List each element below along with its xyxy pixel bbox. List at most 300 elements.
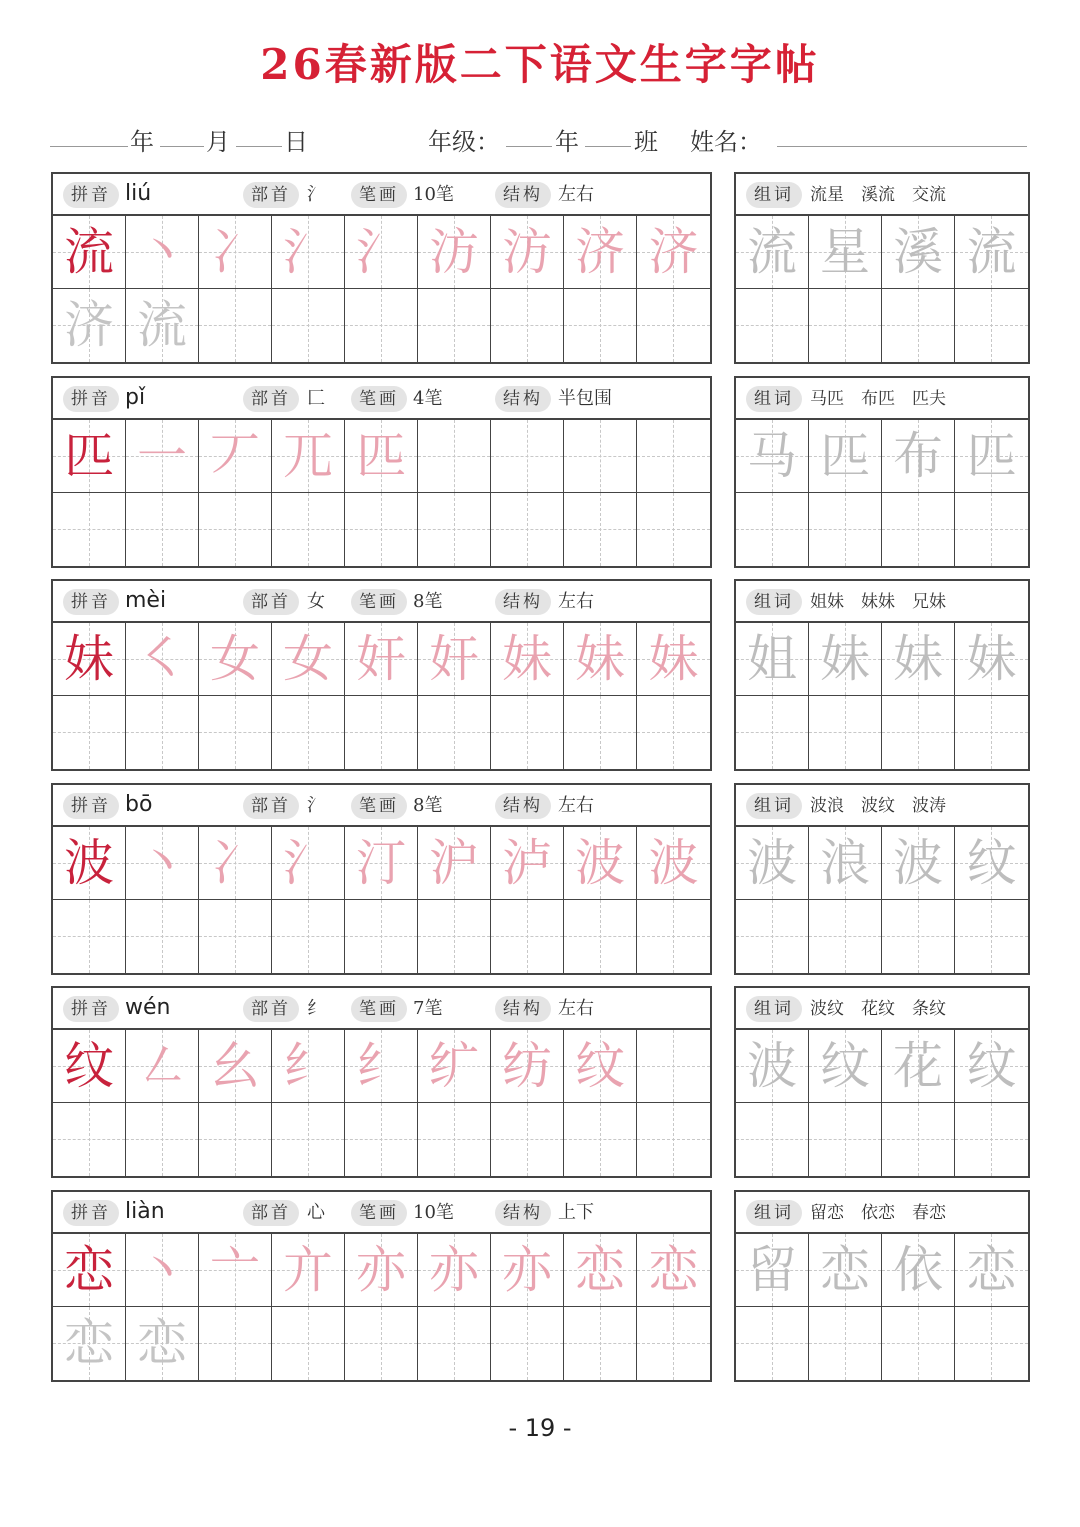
trace-character: [418, 696, 490, 769]
model-character: 恋: [64, 1241, 114, 1299]
trace-character: [345, 493, 417, 566]
strokes-tag: 笔画: [351, 386, 407, 412]
trace-character: [564, 1307, 636, 1380]
practice-cell[interactable]: [491, 1234, 564, 1307]
practice-cell[interactable]: [126, 827, 199, 900]
practice-cell[interactable]: [272, 289, 345, 362]
practice-cell[interactable]: [126, 1307, 199, 1380]
practice-cell[interactable]: [564, 289, 637, 362]
word-cell[interactable]: [882, 696, 955, 769]
practice-cell[interactable]: [345, 827, 418, 900]
word-cell[interactable]: [955, 289, 1028, 362]
practice-cell[interactable]: [418, 623, 491, 696]
practice-cell[interactable]: [126, 1234, 199, 1307]
word-trace-character: 纹: [820, 1037, 870, 1095]
trace-character: [199, 900, 271, 973]
trace-character: [272, 1307, 344, 1380]
practice-cell[interactable]: [564, 623, 637, 696]
stroke-order-step: [491, 420, 563, 492]
structure-value: 半包围: [558, 388, 612, 409]
word-cell[interactable]: [736, 623, 809, 696]
practice-cell[interactable]: [199, 827, 272, 900]
pinyin-tag: 拼音: [63, 1200, 119, 1226]
word-cell[interactable]: [882, 1030, 955, 1103]
practice-cell[interactable]: [126, 289, 199, 362]
strokes-value: 8笔: [413, 591, 443, 612]
practice-cell[interactable]: [564, 900, 637, 973]
trace-character: [418, 493, 490, 566]
trace-character: [126, 696, 198, 769]
practice-cell[interactable]: [637, 900, 710, 973]
practice-cell[interactable]: [53, 1030, 126, 1103]
practice-cell[interactable]: [199, 1103, 272, 1176]
stroke-order-step: 氵: [356, 223, 406, 281]
practice-cell[interactable]: [126, 216, 199, 289]
structure-value: 上下: [558, 1202, 594, 1223]
grade-year-blank[interactable]: [506, 146, 552, 147]
word-info-bar: [736, 988, 1028, 1030]
stroke-order-step: 沪: [429, 834, 479, 892]
word-cell[interactable]: [955, 1030, 1028, 1103]
trace-character: [53, 900, 125, 973]
practice-cell[interactable]: [345, 623, 418, 696]
practice-cell[interactable]: [53, 827, 126, 900]
stroke-order-step: 亦: [429, 1241, 479, 1299]
practice-cell[interactable]: [491, 696, 564, 769]
practice-cell[interactable]: [564, 1307, 637, 1380]
pinyin-value: pǐ: [125, 385, 146, 410]
stroke-order-step: 恋: [575, 1241, 625, 1299]
practice-cell[interactable]: [418, 216, 491, 289]
word-cell[interactable]: [955, 696, 1028, 769]
word-trace-character: 依: [893, 1241, 943, 1299]
practice-cell[interactable]: [418, 493, 491, 566]
practice-cell[interactable]: [272, 900, 345, 973]
practice-cell[interactable]: [637, 1030, 710, 1103]
guide-horizontal: [955, 1139, 1028, 1140]
practice-cell[interactable]: [564, 420, 637, 493]
practice-cell[interactable]: [345, 216, 418, 289]
year-blank[interactable]: [50, 146, 128, 147]
words-value: 马匹 布匹 匹夫: [810, 389, 946, 409]
practice-cell[interactable]: [53, 1234, 126, 1307]
strokes-tag: 笔画: [351, 182, 407, 208]
practice-cell[interactable]: [491, 420, 564, 493]
trace-character: [126, 900, 198, 973]
pinyin-value: bō: [125, 792, 153, 817]
practice-cell[interactable]: [53, 420, 126, 493]
practice-cell[interactable]: [126, 696, 199, 769]
guide-horizontal: [882, 1343, 954, 1344]
guide-horizontal: [809, 325, 881, 326]
strokes-value: 8笔: [413, 795, 443, 816]
word-card-5: [734, 1190, 1030, 1382]
words-tag: 组词: [746, 589, 802, 615]
practice-cell[interactable]: [418, 1103, 491, 1176]
practice-cell[interactable]: [418, 1234, 491, 1307]
stroke-order-step: 冫: [210, 834, 260, 892]
word-cell[interactable]: [882, 827, 955, 900]
radical-tag: 部首: [243, 996, 299, 1022]
word-card-0: [734, 172, 1030, 364]
practice-cell[interactable]: [53, 623, 126, 696]
trace-character: [53, 493, 125, 566]
trace-character: 济: [64, 296, 114, 354]
char-info-bar: [53, 378, 710, 420]
word-cell[interactable]: [809, 493, 882, 566]
name-blank[interactable]: [777, 146, 1027, 147]
word-info-bar: [736, 1192, 1028, 1234]
word-trace-character: 匹: [820, 427, 870, 485]
practice-cell[interactable]: [345, 493, 418, 566]
practice-cell[interactable]: [199, 1030, 272, 1103]
word-cell[interactable]: [809, 1307, 882, 1380]
words-value: 流星 溪流 交流: [810, 185, 946, 205]
word-card-3: [734, 783, 1030, 975]
word-cell[interactable]: [736, 696, 809, 769]
word-cell[interactable]: [736, 289, 809, 362]
trace-character: [126, 493, 198, 566]
practice-cell[interactable]: [272, 420, 345, 493]
radical-value: 氵: [307, 795, 325, 816]
trace-character: [199, 1103, 271, 1176]
word-cell[interactable]: [882, 289, 955, 362]
words-value: 波浪 波纹 波涛: [810, 796, 946, 816]
pinyin-tag: 拼音: [63, 386, 119, 412]
char-card-1: [51, 376, 712, 568]
practice-cell[interactable]: [418, 420, 491, 493]
stroke-order-step: 济: [575, 223, 625, 281]
trace-character: [199, 696, 271, 769]
pinyin-tag: 拼音: [63, 182, 119, 208]
practice-cell[interactable]: [199, 1234, 272, 1307]
stroke-order-step: 波: [575, 834, 625, 892]
practice-cell[interactable]: [199, 1307, 272, 1380]
word-cell[interactable]: [955, 1234, 1028, 1307]
char-info-bar: [53, 988, 710, 1030]
word-cell[interactable]: [955, 900, 1028, 973]
practice-cell[interactable]: [199, 420, 272, 493]
practice-cell[interactable]: [491, 493, 564, 566]
trace-character: [637, 696, 710, 769]
radical-value: 女: [307, 591, 325, 612]
guide-horizontal: [955, 529, 1028, 530]
practice-cell[interactable]: [199, 900, 272, 973]
practice-cell[interactable]: [418, 1030, 491, 1103]
practice-cell[interactable]: [53, 1103, 126, 1176]
guide-horizontal: [809, 936, 881, 937]
stroke-order-step: 泸: [502, 834, 552, 892]
practice-cell[interactable]: [491, 216, 564, 289]
worksheet-title: 26春新版二下语文生字字帖: [260, 40, 820, 89]
practice-cell[interactable]: [418, 900, 491, 973]
practice-cell[interactable]: [491, 1103, 564, 1176]
practice-cell[interactable]: [637, 696, 710, 769]
practice-cell[interactable]: [199, 216, 272, 289]
word-card-2: [734, 579, 1030, 771]
stroke-order-step: 纹: [575, 1037, 625, 1095]
practice-cell[interactable]: [345, 289, 418, 362]
practice-cell[interactable]: [126, 623, 199, 696]
stroke-order-step: 汸: [429, 223, 479, 281]
structure-tag: 结构: [495, 996, 551, 1022]
practice-cell[interactable]: [637, 1234, 710, 1307]
practice-cell[interactable]: [418, 696, 491, 769]
word-cell[interactable]: [882, 1234, 955, 1307]
stroke-order-step: 纟: [356, 1037, 406, 1095]
practice-cell[interactable]: [418, 827, 491, 900]
practice-cell[interactable]: [564, 696, 637, 769]
word-trace-character: 纹: [966, 1037, 1017, 1095]
practice-cell[interactable]: [126, 493, 199, 566]
word-cell[interactable]: [809, 900, 882, 973]
structure-tag: 结构: [495, 1200, 551, 1226]
trace-character: [491, 289, 563, 362]
structure-value: 左右: [558, 591, 594, 612]
practice-cell[interactable]: [637, 1307, 710, 1380]
word-grid: [736, 216, 1028, 362]
word-cell[interactable]: [955, 493, 1028, 566]
word-cell[interactable]: [882, 623, 955, 696]
word-cell[interactable]: [955, 1103, 1028, 1176]
grade-class-blank[interactable]: [585, 146, 631, 147]
practice-cell[interactable]: [491, 623, 564, 696]
day-blank[interactable]: [236, 146, 282, 147]
word-cell[interactable]: [882, 493, 955, 566]
practice-cell[interactable]: [272, 216, 345, 289]
date-month-label: 月: [206, 128, 230, 156]
practice-cell[interactable]: [491, 1030, 564, 1103]
practice-cell[interactable]: [272, 696, 345, 769]
stroke-order-step: 汸: [502, 223, 552, 281]
word-trace-character: 波: [747, 834, 797, 892]
practice-cell[interactable]: [272, 623, 345, 696]
practice-cell[interactable]: [199, 289, 272, 362]
trace-character: [564, 289, 636, 362]
word-cell[interactable]: [955, 623, 1028, 696]
practice-cell[interactable]: [345, 696, 418, 769]
stroke-order-step: 亣: [283, 1241, 333, 1299]
char-card-4: [51, 986, 712, 1178]
char-card-5: [51, 1190, 712, 1382]
date-day-label: 日: [284, 128, 308, 156]
trace-character: [637, 289, 710, 362]
stroke-order-step: [637, 1030, 710, 1102]
trace-character: [53, 696, 125, 769]
word-trace-character: 波: [747, 1037, 797, 1095]
word-cell[interactable]: [809, 1234, 882, 1307]
practice-grid: [53, 1030, 710, 1176]
practice-cell[interactable]: [637, 420, 710, 493]
practice-cell[interactable]: [564, 1103, 637, 1176]
word-cell[interactable]: [882, 900, 955, 973]
stroke-order-step: 兀: [283, 427, 333, 485]
practice-cell[interactable]: [199, 623, 272, 696]
stroke-order-step: 济: [648, 223, 699, 281]
practice-cell[interactable]: [53, 216, 126, 289]
word-trace-character: 布: [893, 427, 943, 485]
practice-cell[interactable]: [126, 1030, 199, 1103]
word-grid: [736, 623, 1028, 769]
practice-cell[interactable]: [272, 1103, 345, 1176]
practice-cell[interactable]: [53, 696, 126, 769]
word-cell[interactable]: [736, 827, 809, 900]
trace-character: [272, 900, 344, 973]
practice-cell[interactable]: [126, 420, 199, 493]
practice-cell[interactable]: [637, 1103, 710, 1176]
practice-cell[interactable]: [199, 493, 272, 566]
practice-cell[interactable]: [272, 493, 345, 566]
practice-cell[interactable]: [345, 1103, 418, 1176]
radical-value: 氵: [307, 184, 325, 205]
stroke-order-step: 波: [648, 834, 699, 892]
guide-horizontal: [736, 732, 808, 733]
word-cell[interactable]: [882, 1103, 955, 1176]
guide-horizontal: [736, 325, 808, 326]
practice-cell[interactable]: [564, 1234, 637, 1307]
pinyin-value: mèi: [125, 588, 167, 613]
practice-cell[interactable]: [564, 493, 637, 566]
guide-horizontal: [882, 325, 954, 326]
word-cell[interactable]: [736, 1030, 809, 1103]
practice-cell[interactable]: [491, 1307, 564, 1380]
word-trace-character: 流: [966, 223, 1017, 281]
month-blank[interactable]: [160, 146, 204, 147]
trace-character: [199, 289, 271, 362]
words-tag: 组词: [746, 996, 802, 1022]
practice-cell[interactable]: [418, 1307, 491, 1380]
guide-horizontal: [882, 732, 954, 733]
practice-cell[interactable]: [491, 289, 564, 362]
word-cell[interactable]: [882, 1307, 955, 1380]
practice-cell[interactable]: [345, 1234, 418, 1307]
guide-horizontal: [882, 1139, 954, 1140]
guide-horizontal: [955, 936, 1028, 937]
word-cell[interactable]: [736, 216, 809, 289]
word-cell[interactable]: [736, 420, 809, 493]
char-card-3: [51, 783, 712, 975]
word-cell[interactable]: [809, 827, 882, 900]
word-cell[interactable]: [736, 493, 809, 566]
trace-character: [345, 289, 417, 362]
word-cell[interactable]: [736, 1103, 809, 1176]
word-cell[interactable]: [809, 289, 882, 362]
word-cell[interactable]: [955, 1307, 1028, 1380]
stroke-order-step: 妹: [575, 630, 625, 688]
practice-cell[interactable]: [345, 420, 418, 493]
practice-cell[interactable]: [345, 900, 418, 973]
practice-cell[interactable]: [564, 827, 637, 900]
practice-cell[interactable]: [418, 289, 491, 362]
structure-tag: 结构: [495, 182, 551, 208]
stroke-order-step: [418, 420, 490, 492]
word-cell[interactable]: [809, 1103, 882, 1176]
practice-cell[interactable]: [564, 216, 637, 289]
practice-cell[interactable]: [345, 1307, 418, 1380]
practice-cell[interactable]: [53, 1307, 126, 1380]
word-cell[interactable]: [809, 216, 882, 289]
practice-cell[interactable]: [637, 289, 710, 362]
practice-cell[interactable]: [199, 696, 272, 769]
practice-cell[interactable]: [637, 216, 710, 289]
word-cell[interactable]: [882, 216, 955, 289]
stroke-order-step: 妹: [502, 630, 552, 688]
word-cell[interactable]: [809, 1030, 882, 1103]
word-cell[interactable]: [809, 696, 882, 769]
structure-value: 左右: [558, 184, 594, 205]
word-grid: [736, 827, 1028, 973]
structure-value: 左右: [558, 795, 594, 816]
practice-cell[interactable]: [126, 900, 199, 973]
model-character: 妹: [64, 630, 114, 688]
practice-cell[interactable]: [564, 1030, 637, 1103]
word-cell[interactable]: [736, 1234, 809, 1307]
guide-horizontal: [809, 1139, 881, 1140]
practice-cell[interactable]: [272, 1307, 345, 1380]
word-cell[interactable]: [736, 900, 809, 973]
practice-grid: [53, 827, 710, 973]
word-cell[interactable]: [736, 1307, 809, 1380]
grade-year-label: 年: [555, 128, 579, 156]
stroke-order-step: 奸: [429, 630, 479, 688]
word-cell[interactable]: [955, 827, 1028, 900]
practice-cell[interactable]: [126, 1103, 199, 1176]
practice-cell[interactable]: [272, 827, 345, 900]
stroke-order-step: 女: [210, 630, 260, 688]
practice-cell[interactable]: [272, 1030, 345, 1103]
stroke-order-step: 纩: [429, 1037, 479, 1095]
guide-horizontal: [736, 936, 808, 937]
pinyin-value: liàn: [125, 1199, 165, 1224]
practice-cell[interactable]: [272, 1234, 345, 1307]
words-tag: 组词: [746, 1200, 802, 1226]
stroke-order-step: 女: [283, 630, 333, 688]
word-grid: [736, 1030, 1028, 1176]
grade-label: 年级：: [428, 128, 500, 156]
word-trace-character: 花: [893, 1037, 943, 1095]
trace-character: [564, 493, 636, 566]
practice-cell[interactable]: [637, 623, 710, 696]
practice-cell[interactable]: [637, 493, 710, 566]
practice-cell[interactable]: [637, 827, 710, 900]
guide-horizontal: [736, 529, 808, 530]
pinyin-tag: 拼音: [63, 793, 119, 819]
guide-horizontal: [955, 325, 1028, 326]
word-cell[interactable]: [882, 420, 955, 493]
word-cell[interactable]: [809, 623, 882, 696]
trace-character: [272, 493, 344, 566]
practice-cell[interactable]: [53, 900, 126, 973]
word-cell[interactable]: [955, 216, 1028, 289]
stroke-order-step: 恋: [648, 1241, 699, 1299]
pinyin-value: wén: [125, 995, 171, 1020]
word-cell[interactable]: [955, 420, 1028, 493]
char-info-bar: [53, 174, 710, 216]
structure-tag: 结构: [495, 793, 551, 819]
practice-cell[interactable]: [491, 900, 564, 973]
practice-grid: [53, 420, 710, 566]
practice-cell[interactable]: [53, 493, 126, 566]
guide-horizontal: [955, 1343, 1028, 1344]
practice-cell[interactable]: [53, 289, 126, 362]
practice-cell[interactable]: [491, 827, 564, 900]
practice-cell[interactable]: [345, 1030, 418, 1103]
date-year-label: 年: [130, 128, 154, 156]
stroke-order-step: 纺: [502, 1037, 552, 1095]
word-cell[interactable]: [809, 420, 882, 493]
char-info-bar: [53, 785, 710, 827]
trace-character: [345, 1103, 417, 1176]
